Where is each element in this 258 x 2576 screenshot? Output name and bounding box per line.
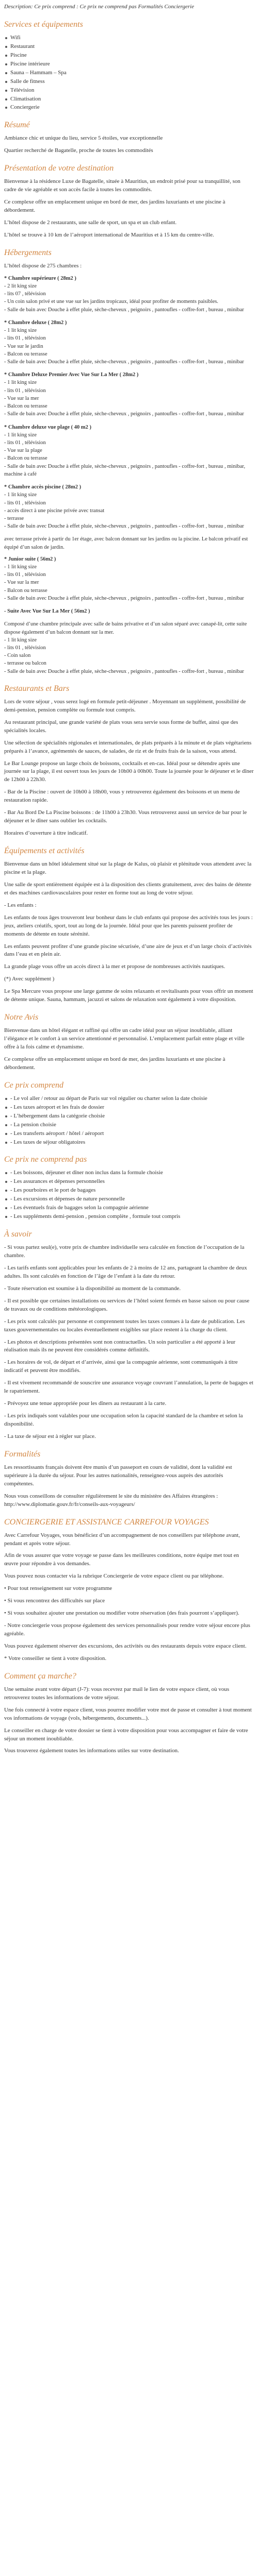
paragraph: Une fois connecté à votre espace client, vous pourrez modifier votre mot de passe et consulter à tout moment vos informations de voyage (vols, hébergements, documents...). — [4, 1706, 252, 1721]
bullet-item: - La pension choisie — [4, 1121, 254, 1129]
section-title: Équipements et activités — [4, 846, 85, 855]
section-6 — [4, 1012, 254, 1072]
block-line: - Salle de bain avec Douche à effet pluie, sèche-cheveux , peignoirs , pantoufles - coffre-fort , bureau , minibar — [4, 411, 244, 417]
section-4 — [4, 684, 254, 838]
block-line: * Chambre deluxe vue plage ( 40 m2 ) — [4, 424, 91, 430]
info-block — [4, 620, 254, 675]
block-line: - Balcon ou terrasse — [4, 403, 47, 410]
paragraph: • Si vous rencontrez des difficultés sur place — [4, 1598, 105, 1604]
paragraph: - Les photos et descriptions présentées sont non contractuelles. Un soin particulier a été apporté à leur réalisation mais ils ne peuvent être considérés comme définitifs. — [4, 1338, 236, 1353]
bullet-item: - Les boissons, déjeuner et dîner non inclus dans la formule choisie — [4, 1169, 254, 1177]
section-1 — [4, 120, 254, 155]
section-title: Restaurants et Bars — [4, 684, 70, 693]
block-line: - Salle de bain avec Douche à effet pluie, sèche-cheveux , peignoirs , pantoufles - coffre-fort , bureau , minibar — [4, 523, 244, 530]
bullet-item: - L’hébergement dans la catégorie choisie — [4, 1112, 254, 1121]
paragraph: Le Spa Mercure vous propose une large gamme de soins relaxants et revitalisants pour vous offrir un moment de détente unique. Sauna, hammam, jacuzzi et salons de relaxation sont également à votre disposition. — [4, 988, 253, 1003]
section-5 — [4, 846, 254, 1004]
block-line: - lits 01 , télévision — [4, 500, 46, 506]
paragraph: Une sélection de spécialités régionales et internationales, de plats préparés à la minute et de plats végétariens préparés à l’avance, agrémentés de sauces, de salades, de riz et de fruits frais de la saison, vous attend. — [4, 739, 252, 754]
bullet-item: Restaurant — [4, 43, 254, 51]
paragraph: Vous pouvez également réserver des excursions, des activités ou des restaurants depuis votre espace client. — [4, 1642, 247, 1649]
bullet-item: - Les pourboires et le port de bagages — [4, 1187, 254, 1195]
block-line: - lits 01 , télévision — [4, 439, 46, 446]
bullet-item: - Les suppléments demi-pension , pension complète , formule tout compris — [4, 1213, 254, 1221]
block-line: - Balcon ou terrasse — [4, 351, 47, 357]
block-line: - 1 lit king size — [4, 432, 37, 438]
section-0 — [4, 20, 254, 112]
info-block — [4, 371, 254, 418]
block-line: - Vue sur la plage — [4, 448, 42, 454]
paragraph: - Prévoyez une tenue appropriée pour les dîners au restaurant à la carte. — [4, 1400, 167, 1407]
paragraph: (*) Avec supplément ) — [4, 976, 55, 982]
bullet-item: Sauna – Hammam – Spa — [4, 69, 254, 77]
block-line: - Salle de bain avec Douche à effet pluie, sèche-cheveux , peignoirs , pantoufles - coffre-fort , bureau , minibar — [4, 359, 244, 365]
block-line: - lits 01 , télévision — [4, 335, 46, 342]
block-line: - lits 07 , télévision — [4, 291, 46, 297]
block-line: - Un coin salon privé et une vue sur les jardins tropicaux, idéal pour profiter de moments paisibles. — [4, 299, 218, 305]
block-line: - Balcon ou terrasse — [4, 455, 47, 462]
block-line: - Salle de bain avec Douche à effet pluie, sèche-cheveux , peignoirs , pantoufles - coffre-fort , bureau , minibar — [4, 668, 244, 674]
paragraph: - Toute réservation est soumise à la disponibilité au moment de la commande. — [4, 1285, 181, 1292]
paragraph: Bienvenue dans un hôtel idéalement situé sur la plage de Kalus, où plaisir et plénitude vous attendent avec la piscine et la plage. — [4, 861, 252, 875]
bullet-item: - Les transferts aéroport / hôtel / aéroport — [4, 1130, 254, 1138]
paragraph: - Il est possible que certaines installations ou services de l’hôtel soient fermés en basse saison ou pour cause de travaux ou de conditions météorologiques. — [4, 1297, 250, 1312]
bullet-item: - Les taxes aéroport et les frais de dossier — [4, 1104, 254, 1112]
section-8 — [4, 1155, 254, 1221]
paragraph: Vous trouverez également toutes les informations utiles sur votre destination. — [4, 1748, 179, 1754]
block-line: - terrasse ou balcon — [4, 660, 46, 667]
block-line: * Chambre deluxe ( 28m2 ) — [4, 319, 67, 326]
paragraph: Les enfants peuvent profiter d’une grande piscine sécurisée, d’une aire de jeux et d’un large choix d’activités dans l’eau et en plein air. — [4, 943, 252, 958]
block-line: - 1 lit king size — [4, 564, 37, 570]
block-line: - 1 lit king size — [4, 380, 37, 386]
section-3 — [4, 248, 254, 675]
paragraph: Le conseiller en charge de votre dossier se tient à votre disposition pour vous accompagner et faire de votre séjour un moment inoubliable. — [4, 1727, 248, 1742]
section-title: Formalités — [4, 1449, 41, 1459]
info-block — [4, 555, 254, 602]
paragraph: Bienvenue à la résidence Luxe de Bagatelle, située à Mauritius, un endroit prisé pour sa tranquillité, son cadre de vie agréable et son accès facile à toutes les commodités. — [4, 178, 240, 193]
section-2 — [4, 163, 254, 240]
paragraph: Une semaine avant votre départ (J-7): vous recevrez par mail le lien de votre espace client, où vous retrouverez toutes les informations de votre séjour. — [4, 1686, 230, 1701]
block-line: - Salle de bain avec Douche à effet pluie, sèche-cheveux , peignoirs , pantoufles - coffre-fort , bureau , minibar, machine à café — [4, 463, 246, 477]
bullet-item: - Le vol aller / retour au départ de Paris sur vol régulier ou charter selon la date choisie — [4, 1095, 254, 1103]
paragraph: - Les prix indiqués sont valables pour une occupation selon la capacité standard de la chambre et selon la disponibilité. — [4, 1413, 243, 1427]
bullet-list — [4, 34, 254, 112]
bullet-item: - Les assurances et dépenses personnelles — [4, 1178, 254, 1186]
info-block — [4, 607, 254, 615]
block-line: - Vue sur la mer — [4, 395, 39, 401]
paragraph: Quartier recherché de Bagatelle, proche de toutes les commodités — [4, 147, 153, 154]
block-line: - accès direct à une piscine privée avec transat — [4, 507, 105, 514]
sections — [4, 20, 254, 1755]
paragraph: Les ressortissants français doivent être munis d’un passeport en cours de validité, dont la validité est supérieure à la durée du séjour. Pour les autres nationalités, renseignez-vous auprès des autorités compétentes. — [4, 1464, 232, 1487]
paragraph: Afin de vous assurer que votre voyage se passe dans les meilleures conditions, notre équipe met tout en œuvre pour répondre à vos demandes. — [4, 1552, 239, 1567]
block-line: - Suite Avec Vue Sur La Mer ( 56m2 ) — [4, 608, 90, 615]
paragraph: Nous vous conseillons de consulter régulièrement le site du ministère des Affaires étrangères : http://www.diplomatie.gouv.fr/fr/conseils-aux-voyageurs/ — [4, 1493, 218, 1507]
paragraph: Bienvenue dans un hôtel élégant et raffiné qui offre un cadre idéal pour un séjour inoubliable, alliant l’élégance et le confort à un service attentionné et personnalisé. L’emplacement parfait entre plage et ville offre à la fois calme et dynamisme. — [4, 1027, 245, 1050]
paragraph: Au restaurant principal, une grande variété de plats vous sera servie sous forme de buffet, ainsi que des spécialités locales. — [4, 719, 238, 734]
section-10 — [4, 1449, 254, 1509]
bullet-item: - Les éventuels frais de bagages selon la compagnie aérienne — [4, 1204, 254, 1212]
paragraph: Les enfants de tous âges trouveront leur bonheur dans le club enfants qui propose des activités tous les jours : jeux, ateliers créatifs, sport, tout au long de la journée. Idéal pour que les parents puissent profiter de moments de détente en toute sérénité. — [4, 914, 253, 937]
paragraph: avec terrasse privée à partir du 1er étage, avec balcon donnant sur les jardins ou la piscine. Le balcon privatif est équipé d’un salon de jardin. — [4, 536, 248, 550]
paragraph: - Il est vivement recommandé de souscrire une assurance voyage couvrant l’annulation, la perte de bagages et le rapatriement. — [4, 1380, 253, 1395]
paragraph: Avec Carrefour Voyages, vous bénéficiez d’un accompagnement de nos conseillers par téléphone avant, pendant et après votre séjour. — [4, 1532, 240, 1547]
block-line: - 1 lit king size — [4, 328, 37, 334]
bullet-item: Wifi — [4, 34, 254, 42]
bullet-item: - Les excursions et dépenses de nature personnelle — [4, 1195, 254, 1204]
bullet-item: Climatisation — [4, 95, 254, 104]
block-line: * Chambre supérieure ( 28m2 ) — [4, 275, 76, 281]
block-line: - lits 01 , télévision — [4, 572, 46, 578]
paragraph: L’hôtel se trouve à 10 km de l’aéroport international de Mauritius et à 15 km du centre-ville. — [4, 231, 214, 238]
paragraph: - Les prix sont calculés par personne et comprennent toutes les taxes connues à la date de publication. Les taxes gouvernementales ou locales éventuellement exigibles sur place restent à la charge du client. — [4, 1318, 245, 1333]
paragraph: Ce complexe offre un emplacement unique en bord de mer, des jardins luxuriants et une piscine à débordement. — [4, 199, 225, 214]
paragraph: - Notre conciergerie vous propose également des services personnalisés pour rendre votre séjour encore plus agréable. — [4, 1622, 250, 1637]
section-7 — [4, 1080, 254, 1147]
bullet-item: Conciergerie — [4, 104, 254, 112]
bullet-item: Télévision — [4, 87, 254, 95]
section-title: Services et équipements — [4, 20, 83, 29]
paragraph: Le Bar Lounge propose un large choix de boissons, cocktails et en-cas. Idéal pour se détendre après une journée sur la plage, il est ouvert tous les jours de 10h00 à 00h00. Toute la journée pour le déjeuner et le dîner de 12h00 à 22h30. — [4, 760, 254, 783]
section-9 — [4, 1229, 254, 1441]
paragraph: L’hôtel dispose de 2 restaurants, une salle de sport, un spa et un club enfant. — [4, 219, 177, 226]
paragraph: * Votre conseiller se tient à votre disposition. — [4, 1655, 107, 1662]
paragraph: • Si vous souhaitez ajouter une prestation ou modifier votre réservation (des frais pourront s’appliquer). — [4, 1610, 239, 1617]
section-title: Hébergements — [4, 248, 52, 257]
paragraph: - Les tarifs enfants sont applicables pour les enfants de 2 à moins de 12 ans, partageant la chambre de deux adultes. Ils sont calculés en fonction de l’âge de l’enfant à la date du retour. — [4, 1264, 247, 1279]
block-line: - Salle de bain avec Douche à effet pluie, sèche-cheveux , peignoirs , pantoufles - coffre-fort , bureau , minibar — [4, 595, 244, 601]
block-line: - Vue sur la mer — [4, 580, 39, 586]
block-line: - Coin salon — [4, 653, 31, 659]
paragraph: Ce complexe offre un emplacement unique en bord de mer, des jardins luxuriants et une piscine à débordement. — [4, 1056, 225, 1071]
block-line: - 1 lit king size — [4, 637, 37, 643]
paragraph: - Bar de la Piscine : ouvert de 10h00 à 18h00, vous y retrouverez également des boissons et un menu de restauration rapide. — [4, 789, 240, 804]
section-title: Notre Avis — [4, 1013, 39, 1022]
paragraph: - Les horaires de vol, de départ et d’arrivée, ainsi que la compagnie aérienne, sont communiqués à titre indicatif et peuvent être modifiés. — [4, 1359, 238, 1374]
info-block — [4, 483, 254, 530]
block-line: * Chambre accès piscine ( 28m2 ) — [4, 484, 82, 490]
paragraph: Une salle de sport entièrement équipée est à la disposition des clients gratuitement, avec des bains de détente et des machines cardiovasculaires pour rester en forme tout au long de votre séjour. — [4, 881, 251, 896]
info-block — [4, 275, 254, 314]
paragraph: L’hôtel dispose de 275 chambres : — [4, 262, 82, 269]
bullet-list — [4, 1095, 254, 1147]
info-block — [4, 319, 254, 366]
block-line: - lits 01 , télévision — [4, 645, 46, 651]
paragraph: Ambiance chic et unique du lieu, service 5 étoiles, vue exceptionnelle — [4, 135, 163, 142]
section-12 — [4, 1671, 254, 1756]
block-line: - lits 01 , télévision — [4, 387, 46, 394]
section-title: Comment ça marche? — [4, 1671, 76, 1681]
paragraph: - Si vous partez seul(e), votre prix de chambre individuelle sera calculée en fonction de l’occupation de la chambre. — [4, 1244, 245, 1259]
paragraph: La grande plage vous offre un accès direct à la mer et propose de nombreuses activités nautiques. — [4, 963, 225, 970]
bullet-item: Piscine intérieure — [4, 60, 254, 69]
block-line: Composé d’une chambre principale avec salle de bains privative et d’un salon séparé avec canapé-lit, cette suite dispose également d’un balcon donnant sur la mer. — [4, 621, 247, 635]
paragraph: - Bar Au Bord De La Piscine boissons : de 11h00 à 23h30. Vous retrouverez aussi un service de bar pour le déjeuner et le dîner sans oublier les cocktails. — [4, 809, 247, 824]
bullet-item: Salle de fitness — [4, 78, 254, 86]
paragraph: Lors de votre séjour , vous serez logé en formule petit-déjeuner . Moyennant un supplément, possibilité de demi-pension, pension complète ou formule tout compris. — [4, 698, 246, 713]
block-line: * Junior suite ( 56m2 ) — [4, 556, 56, 562]
section-title: Ce prix ne comprend pas — [4, 1155, 87, 1164]
paragraph: Horaires d’ouverture à titre indicatif. — [4, 830, 88, 837]
paragraph: - Les enfants : — [4, 902, 37, 908]
section-title: Résumé — [4, 121, 30, 130]
paragraph: - La taxe de séjour est à régler sur place. — [4, 1433, 96, 1439]
block-line: - Salle de bain avec Douche à effet pluie, sèche-cheveux , peignoirs , pantoufles - coffre-fort , bureau , minibar — [4, 307, 244, 313]
info-block — [4, 423, 254, 479]
block-line: - Balcon ou terrasse — [4, 587, 47, 594]
section-title: CONCIERGERIE ET ASSISTANCE CARREFOUR VOYAGES — [4, 1517, 209, 1527]
block-line: - 2 lit king size — [4, 283, 37, 290]
paragraph: Vous pouvez nous contacter via la rubrique Conciergerie de votre espace client ou par téléphone. — [4, 1573, 224, 1580]
intro-text: Description: Ce prix comprend : Ce prix ne comprend pas Formalités Conciergerie — [4, 4, 195, 10]
block-line: - Vue sur le jardin — [4, 343, 43, 349]
section-title: Ce prix comprend — [4, 1080, 63, 1090]
section-title: À savoir — [4, 1230, 32, 1239]
bullet-item: Piscine — [4, 52, 254, 60]
section-11 — [4, 1517, 254, 1663]
bullet-list — [4, 1169, 254, 1221]
block-line: * Chambre Deluxe Premier Avec Vue Sur La Mer ( 28m2 ) — [4, 372, 139, 378]
paragraph: • Pour tout renseignement sur votre programme — [4, 1585, 112, 1592]
section-title: Présentation de votre destination — [4, 164, 114, 173]
bullet-item: - Les taxes de séjour obligatoires — [4, 1139, 254, 1147]
block-line: - 1 lit king size — [4, 492, 37, 498]
block-line: - terrasse — [4, 515, 24, 521]
